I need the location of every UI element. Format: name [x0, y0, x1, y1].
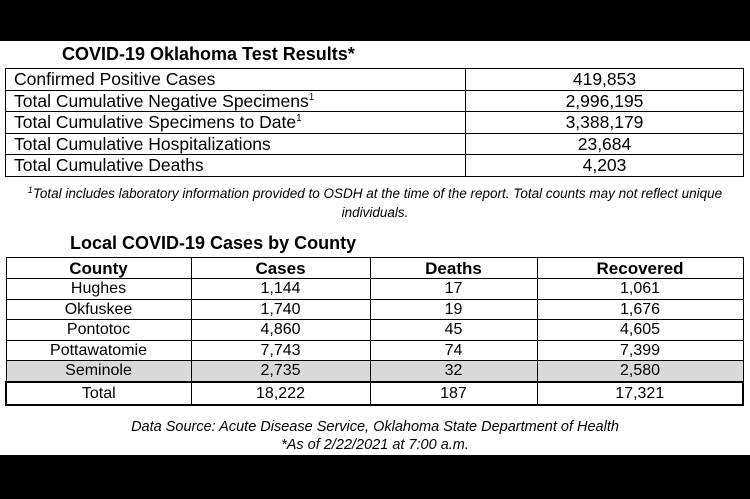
- test-results-title: COVID-19 Oklahoma Test Results*: [62, 44, 355, 64]
- deaths-cell: 32: [370, 361, 537, 382]
- recovered-cell: 4,605: [537, 320, 743, 341]
- test-results-table: [5, 68, 744, 177]
- row-label: Confirmed Positive Cases: [6, 69, 466, 91]
- footnote: $^1$Total includes laboratory information provided to OSDH at the time of the report. Total counts may not reflect unique individuals.: [27, 185, 723, 220]
- row-value: 4,203: [466, 155, 744, 177]
- column-header: County: [6, 258, 191, 279]
- row-value: 23,684: [466, 133, 744, 155]
- county-table: [5, 257, 744, 406]
- county-cell: Okfuskee: [6, 299, 191, 320]
- county-table-title: Local COVID-19 Cases by County: [70, 233, 357, 253]
- cases-cell: 1,740: [191, 299, 370, 320]
- total-recovered: 17,321: [537, 382, 743, 405]
- column-header: Deaths: [370, 258, 537, 279]
- column-header: Recovered: [537, 258, 743, 279]
- table-row: [6, 69, 744, 91]
- recovered-cell: 1,676: [537, 299, 743, 320]
- table-row-highlighted: [6, 361, 743, 382]
- recovered-cell: 2,580: [537, 361, 743, 382]
- cases-cell: 2,735: [191, 361, 370, 382]
- column-header: Cases: [191, 258, 370, 279]
- table-row: [6, 155, 744, 177]
- cases-cell: 4,860: [191, 320, 370, 341]
- table-row: [6, 299, 743, 320]
- row-label: Total Cumulative Deaths: [6, 155, 466, 177]
- row-label: Total Cumulative Hospitalizations: [6, 133, 466, 155]
- table-row: [6, 320, 743, 341]
- source-line: Data Source: Acute Disease Service, Oklahoma State Department of Health: [131, 419, 619, 435]
- row-label: Total Cumulative Negative Specimens$^1$: [6, 90, 466, 112]
- deaths-cell: 17: [370, 279, 537, 300]
- total-row: [6, 382, 743, 405]
- footnote-ref: 1: [308, 91, 315, 103]
- row-value: 2,996,195: [466, 90, 744, 112]
- table-row: [6, 133, 744, 155]
- as-of-line: *As of 2/22/2021 at 7:00 a.m.: [281, 437, 469, 453]
- county-cell: Hughes: [6, 279, 191, 300]
- row-label: Total Cumulative Specimens to Date$^1$: [6, 112, 466, 134]
- footnote-marker: 1: [27, 185, 33, 195]
- county-cell: Pontotoc: [6, 320, 191, 341]
- deaths-cell: 45: [370, 320, 537, 341]
- row-value: 419,853: [466, 69, 744, 91]
- deaths-cell: 74: [370, 340, 537, 361]
- report-page: [0, 41, 750, 455]
- recovered-cell: 7,399: [537, 340, 743, 361]
- table-row: [6, 340, 743, 361]
- footnote-ref: 1: [296, 113, 302, 125]
- total-deaths: 187: [370, 382, 537, 405]
- recovered-cell: 1,061: [537, 279, 743, 300]
- data-source-note: [0, 418, 750, 454]
- table-header-row: [6, 258, 743, 279]
- table-row: [6, 90, 744, 112]
- cases-cell: 1,144: [191, 279, 370, 300]
- table-row: [6, 112, 744, 134]
- table-row: [6, 279, 743, 300]
- county-cell: Seminole: [6, 361, 191, 382]
- cases-cell: 7,743: [191, 340, 370, 361]
- county-cell: Pottawatomie: [6, 340, 191, 361]
- deaths-cell: 19: [370, 299, 537, 320]
- total-label: Total: [6, 382, 191, 405]
- row-value: 3,388,179: [466, 112, 744, 134]
- total-cases: 18,222: [191, 382, 370, 405]
